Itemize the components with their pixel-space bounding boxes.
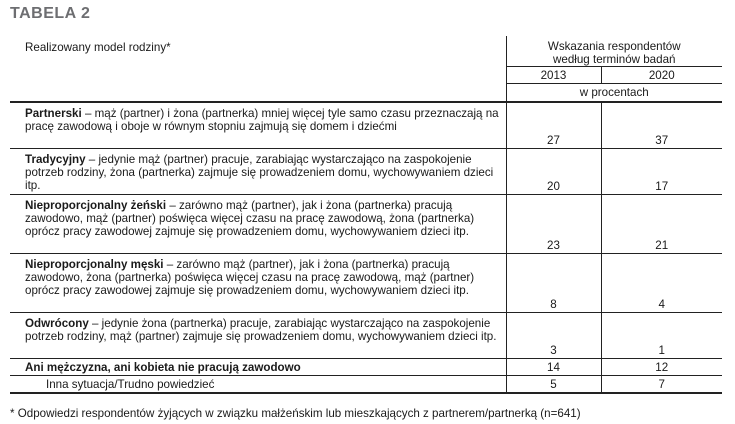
row-description [10,254,506,313]
row-text: – zarówno mąż (partner), jak i żona (partnerka) pracują zawodowo, żona (partnerka) poświęca więcej czasu na pracę zawodową, mąż (partner) oprócz pracy zawodowej zajmuje się prowadzeniem domu, wychowywaniem dzieci itp. [25,258,475,297]
value-2013: 3 [506,313,601,359]
table-row [10,376,722,394]
table-row [10,102,722,149]
value-2013: 27 [506,102,601,149]
value-2013: 8 [506,254,601,313]
row-text: – jedynie mąż (partner) pracuje, zarabiając wystarczająco na zaspokojenie potrzeb rodziny, żona (partnerka) zajmuje się prowadzeniem domu, wychowywaniem dzieci itp. [25,153,494,192]
row-term: Ani mężczyzna, ani kobieta nie pracują zawodowo [25,361,301,374]
row-description: Inna sytuacja/Trudno powiedzieć [10,376,506,394]
column-group-header [506,36,722,67]
data-table [10,36,722,394]
row-term: Tradycyjny [25,153,86,166]
row-term: Nieproporcjonalny żeński [25,199,167,212]
value-2013: 20 [506,149,601,195]
row-description [10,313,506,359]
row-text: – mąż (partner) i żona (partnerka) mniej więcej tyle samo czasu przeznaczają na pracę zawodową i oboje w równym stopniu zajmują się domem i dziećmi [25,107,499,133]
footnote: * Odpowiedzi respondentów żyjących w związku małżeńskim lub mieszkających z partnerem/partnerką (n=641) [10,407,581,420]
row-description [10,359,506,376]
year-header-2013: 2013 [506,67,601,84]
unit-header: w procentach [506,84,722,103]
table-title: TABELA 2 [10,5,91,22]
value-2020: 1 [601,313,722,359]
row-header-label: Realizowany model rodziny* [25,41,171,54]
row-text: – jedynie żona (partnerka) pracuje, zarabiając wystarczająco na zaspokojenie potrzeb rodziny, mąż (partner) zajmuje się prowadzeniem domu, wychowywaniem dzieci itp. [25,317,497,343]
value-2013: 23 [506,195,601,254]
column-group-header-line2: według terminów badań [553,53,676,66]
row-description [10,149,506,195]
value-2013: 14 [506,359,601,376]
year-header-2020: 2020 [601,67,722,84]
column-group-header-line1: Wskazania respondentów [547,40,681,53]
table-row [10,313,722,359]
table-row [10,195,722,254]
value-2020: 12 [601,359,722,376]
table-row [10,359,722,376]
table-row [10,254,722,313]
row-term: Partnerski [25,107,82,120]
value-2020: 4 [601,254,722,313]
row-text: – zarówno mąż (partner), jak i żona (partnerka) pracują zawodowo, mąż (partner) poświęca więcej czasu na pracę zawodową, żona (partnerka) oprócz pracy zawodowej zajmuje się prowadzeniem domu, wychowywaniem dzieci itp. [25,199,475,238]
table-row [10,149,722,195]
row-description [10,195,506,254]
row-term: Odwrócony [25,317,89,330]
value-2020: 21 [601,195,722,254]
value-2013: 5 [506,376,601,394]
value-2020: 37 [601,102,722,149]
value-2020: 7 [601,376,722,394]
row-description [10,102,506,149]
row-term: Nieproporcjonalny męski [25,258,164,271]
value-2020: 17 [601,149,722,195]
